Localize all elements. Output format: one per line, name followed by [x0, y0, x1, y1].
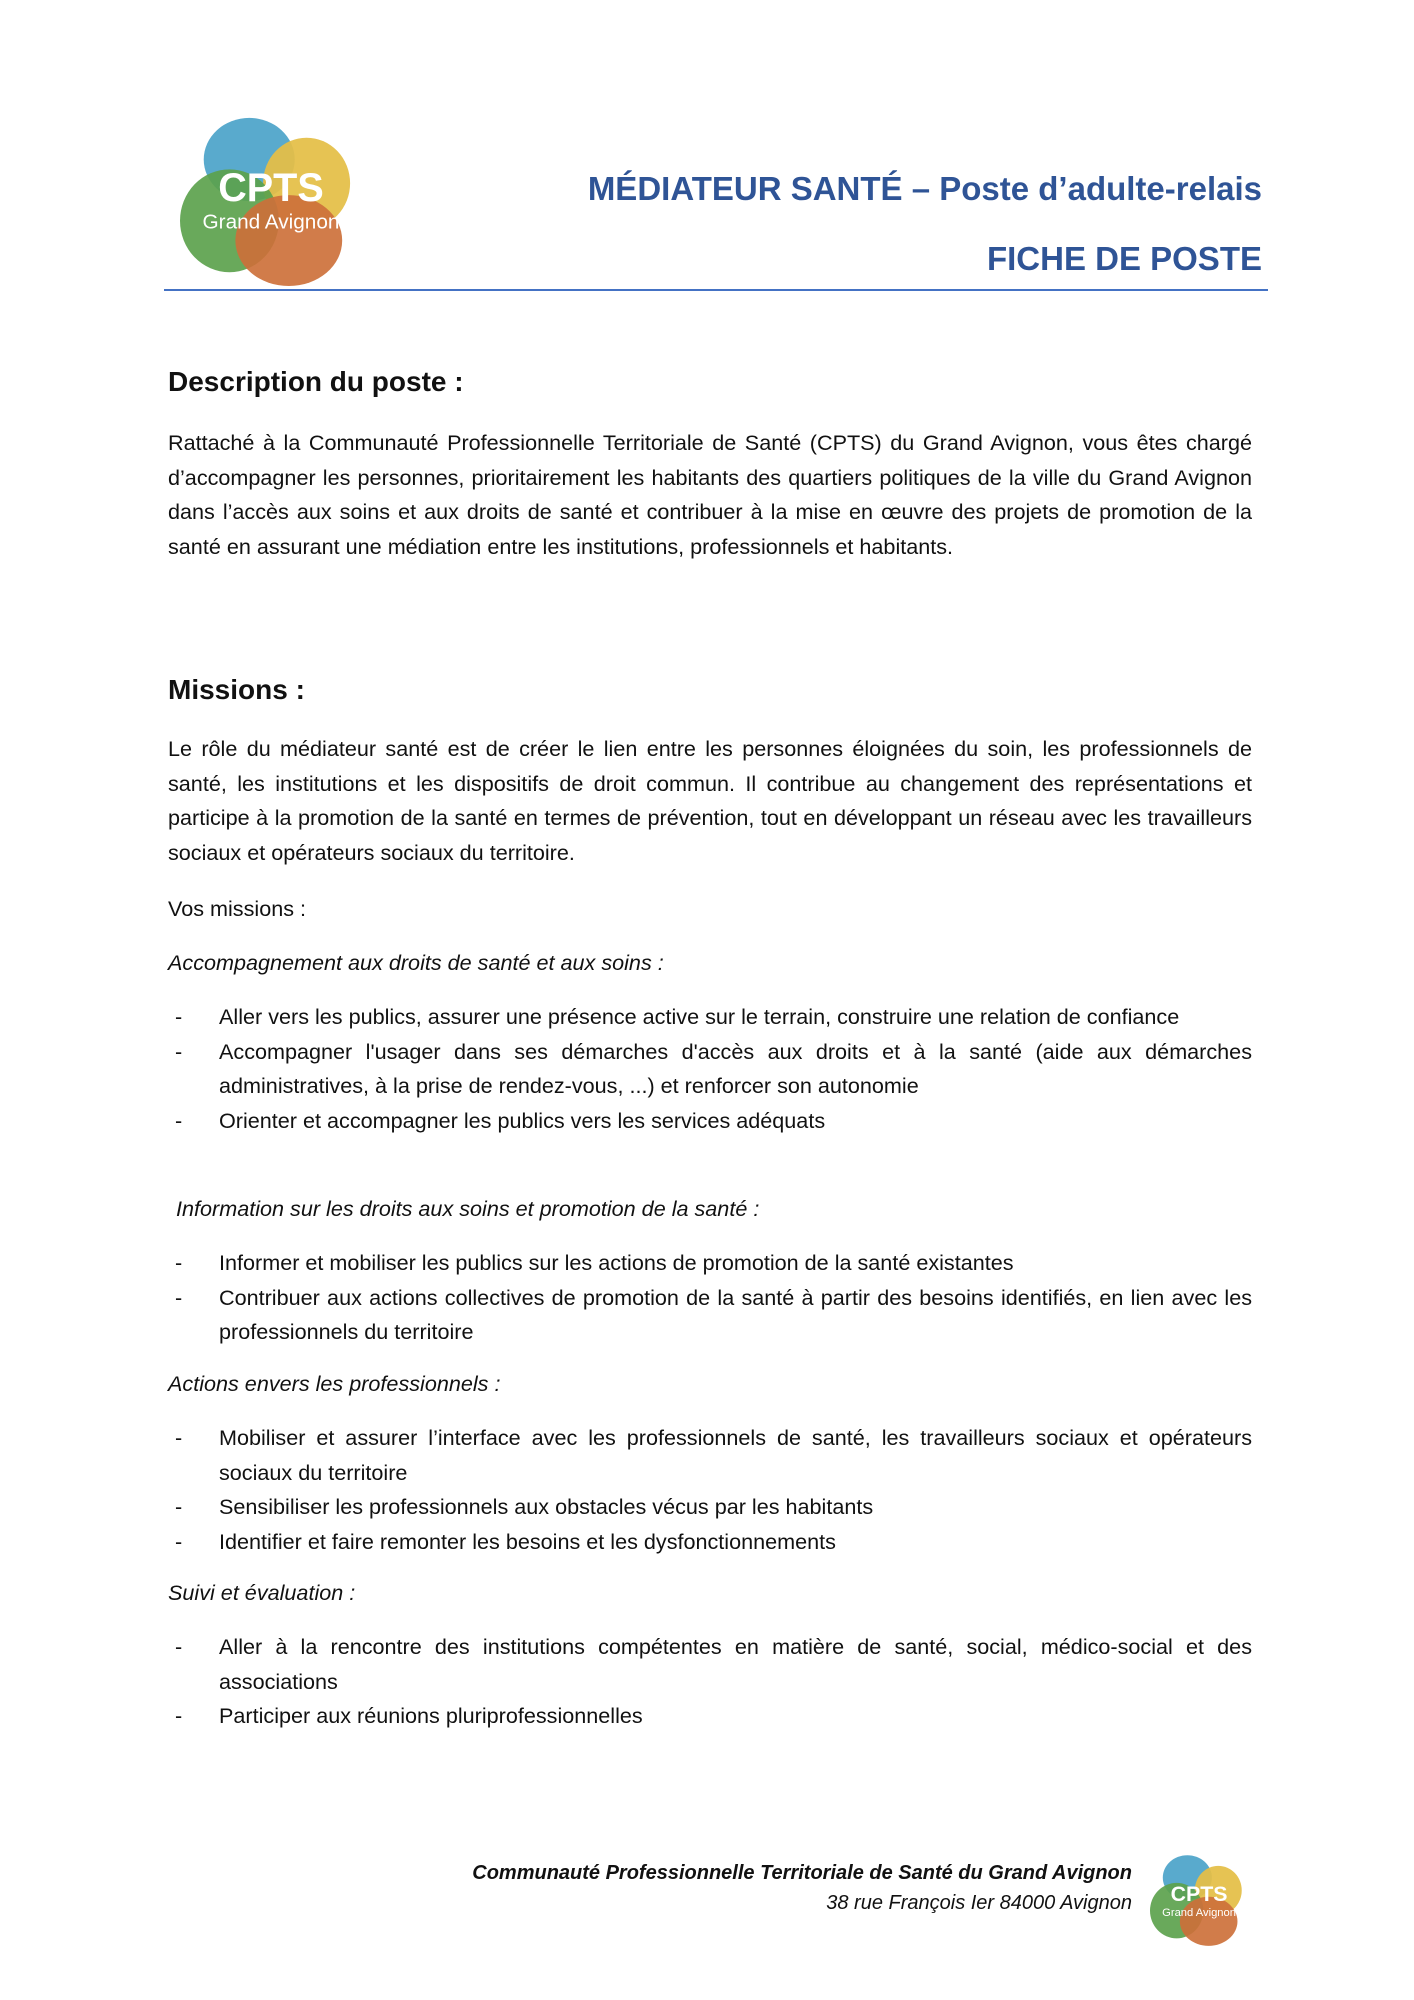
section-heading-missions: Missions : — [168, 674, 305, 705]
list-item: - Aller à la rencontre des institutions compétentes en matière de santé, social, médico-social et des associations — [168, 1630, 1252, 1699]
dash-bullet: - — [175, 1528, 183, 1554]
footer-logo-sub-text: Grand Avignon — [1162, 1907, 1236, 1919]
list-item: - Informer et mobiliser les publics sur les actions de promotion de la santé existantes — [168, 1246, 1252, 1281]
mission-list — [168, 1630, 1252, 1734]
footer-organization: Communauté Professionnelle Territoriale de Santé du Grand Avignon — [472, 1862, 1132, 1884]
dash-bullet: - — [175, 1494, 183, 1519]
page-title: MÉDIATEUR SANTÉ – Poste d’adulte-relais — [587, 170, 1262, 207]
dash-bullet: - — [175, 1250, 183, 1275]
footer-address: 38 rue François Ier 84000 Avignon — [826, 1892, 1132, 1914]
missions-intro-paragraph: Le rôle du médiateur santé est de créer le lien entre les personnes éloignées du soin, les professionnels de santé, les institutions et les dispositifs de droit commun. Il contribue au changement des représentations et participe à la promotion de la santé en termes de prévention, tout en développant un réseau avec les travailleurs sociaux et opérateurs sociaux du territoire. — [168, 736, 1252, 865]
footer-logo-main-text: CPTS — [1170, 1882, 1228, 1907]
logo-sub-text: Grand Avignon — [202, 210, 340, 234]
dash-bullet: - — [175, 1107, 183, 1133]
header-divider — [164, 289, 1268, 291]
list-item: - Sensibiliser les professionnels aux obstacles vécus par les habitants — [168, 1490, 1252, 1525]
list-item: - Participer aux réunions pluriprofessionnelles — [168, 1699, 1252, 1734]
mission-group-title: Accompagnement aux droits de santé et aux soins : — [168, 950, 664, 975]
description-paragraph: Rattaché à la Communauté Professionnelle Territoriale de Santé (CPTS) du Grand Avignon, vous êtes chargé d’accompagner les personnes, prioritairement les habitants des quartiers politiques de la ville du Grand Avignon dans l’accès aux soins et aux droits de santé et contribuer à la mise en œuvre des projets de promotion de la santé en assurant une médiation entre les institutions, professionnels et habitants. — [168, 430, 1252, 559]
list-item: - Aller vers les publics, assurer une présence active sur le terrain, construire une relation de confiance — [168, 1000, 1252, 1035]
dash-bullet: - — [175, 1425, 183, 1450]
page-subtitle: FICHE DE POSTE — [986, 240, 1262, 277]
mission-group-title: Suivi et évaluation : — [168, 1580, 356, 1605]
dash-bullet: - — [175, 1004, 183, 1029]
footer-cpts-logo — [1150, 1852, 1246, 1948]
mission-list — [168, 1246, 1252, 1350]
mission-group-title: Information sur les droits aux soins et promotion de la santé : — [176, 1196, 760, 1221]
cpts-logo — [180, 112, 358, 290]
dash-bullet: - — [175, 1038, 183, 1064]
mission-list — [168, 1000, 1252, 1138]
mission-group-title: Actions envers les professionnels : — [168, 1371, 501, 1396]
list-item: - Contribuer aux actions collectives de promotion de la santé à partir des besoins identifiés, en lien avec les professionnels du territoire — [168, 1281, 1252, 1350]
list-item: - Accompagner l'usager dans ses démarches d'accès aux droits et à la santé (aide aux démarches administratives, à la prise de rendez-vous, ...) et renforcer son autonomie — [168, 1035, 1252, 1104]
list-item: - Mobiliser et assurer l’interface avec les professionnels de santé, les travailleurs sociaux et opérateurs sociaux du territoire — [168, 1421, 1252, 1490]
list-item: - Orienter et accompagner les publics vers les services adéquats — [168, 1104, 1252, 1139]
mission-list — [168, 1421, 1252, 1559]
logo-main-text: CPTS — [218, 166, 324, 210]
dash-bullet: - — [175, 1634, 183, 1659]
section-heading-description: Description du poste : — [168, 366, 464, 397]
vos-missions-label: Vos missions : — [168, 896, 307, 921]
dash-bullet: - — [175, 1703, 183, 1728]
dash-bullet: - — [175, 1284, 183, 1310]
list-item: - Identifier et faire remonter les besoins et les dysfonctionnements — [168, 1525, 1252, 1560]
